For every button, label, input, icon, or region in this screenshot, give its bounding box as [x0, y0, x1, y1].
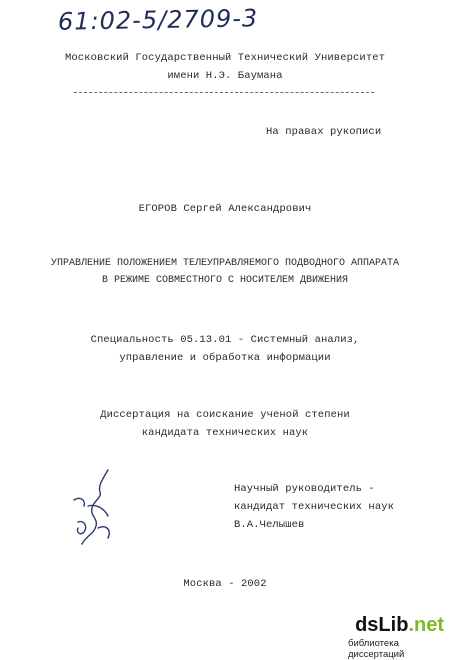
thesis-title-line-2: В РЕЖИМЕ СОВМЕСТНОГО С НОСИТЕЛЕМ ДВИЖЕНИЯ [101, 275, 349, 286]
specialty-line-2: управление и обработка информации [119, 352, 331, 364]
university-name: Московский Государственный Технический Университет [64, 52, 386, 64]
university-named-after: имени Н.Э. Баумана [167, 70, 283, 82]
thesis-title-line-1: УПРАВЛЕНИЕ ПОЛОЖЕНИЕМ ТЕЛЕУПРАВЛЯЕМОГО ПОДВОДНОГО АППАРАТА [50, 258, 400, 269]
archive-stamp: 61:02-5/2709-3 [57, 4, 259, 36]
dslib-watermark [348, 612, 448, 660]
header-divider [74, 92, 374, 93]
supervisor-name: В.А.Челышев [234, 519, 305, 531]
dissertation-line-2: кандидата технических наук [141, 427, 309, 439]
handwritten-signature [68, 466, 128, 550]
specialty-line-1: Специальность 05.13.01 - Системный анализ, [90, 334, 360, 346]
dslib-subtitle: библиотека диссертаций [348, 638, 405, 660]
rights-notice: На правах рукописи [266, 126, 382, 138]
author-name: ЕГОРОВ Сергей Александрович [138, 203, 312, 215]
place-and-year: Москва - 2002 [183, 578, 267, 590]
supervisor-line-1: Научный руководитель - [234, 483, 375, 495]
supervisor-line-2: кандидат технических наук [234, 501, 395, 513]
dissertation-line-1: Диссертация на соискание ученой степени [100, 409, 350, 421]
dslib-logo: dsLib.net [355, 614, 444, 636]
